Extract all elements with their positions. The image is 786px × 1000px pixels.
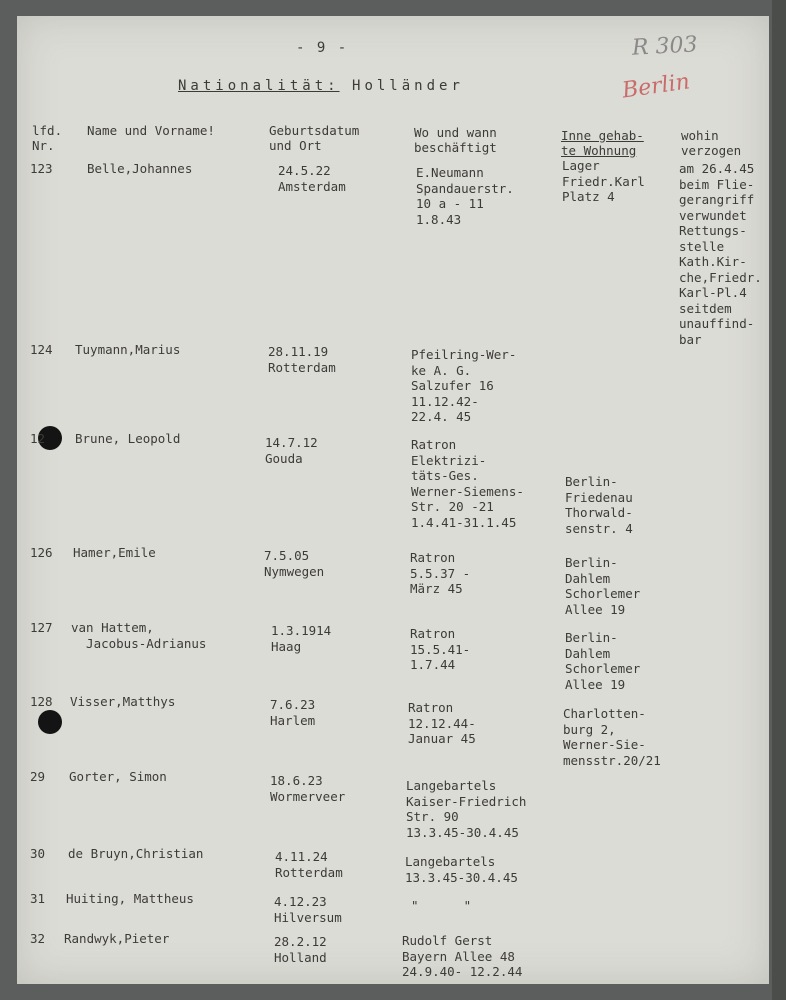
row-home: Charlotten- burg 2, Werner-Sie- mensstr.20/21: [563, 706, 661, 768]
row-nr: 30: [30, 846, 46, 861]
scan-edge: [772, 0, 786, 1000]
row-home: Lager Friedr.Karl Platz 4: [562, 158, 645, 204]
row-work: E.Neumann Spandauerstr. 10 a - 11 1.8.43: [416, 165, 514, 227]
row-name: Brune, Leopold: [75, 431, 181, 446]
row-name: Hamer,Emile: [73, 545, 156, 560]
page-number: - 9 -: [296, 40, 349, 56]
row-birth: 14.7.12 Gouda: [265, 435, 318, 466]
row-birth: 4.12.23 Hilversum: [274, 894, 342, 925]
row-nr: 123: [30, 161, 53, 176]
row-nr: 127: [30, 620, 53, 635]
row-work: Ratron 5.5.37 - März 45: [410, 550, 471, 596]
header-home: Inne gehab- te Wohnung: [561, 128, 644, 158]
row-birth: 18.6.23 Wormerveer: [270, 773, 346, 804]
row-work-ditto: " ": [411, 898, 472, 913]
row-birth: 7.6.23 Harlem: [270, 697, 316, 728]
row-work: Rudolf Gerst Bayern Allee 48 24.9.40- 12.2.44: [402, 933, 523, 979]
row-home: Berlin- Dahlem Schorlemer Allee 19: [565, 630, 641, 692]
row-work: Pfeilring-Wer- ke A. G. Salzufer 16 11.12.42- 22.4. 45: [411, 347, 517, 424]
row-work: Langebartels Kaiser-Friedrich Str. 90 13.3.45-30.4.45: [406, 778, 527, 840]
row-work: Ratron 12.12.44- Januar 45: [408, 700, 476, 746]
header-moved: wohin verzogen: [681, 128, 742, 158]
title-label: Nationalität:: [178, 78, 340, 94]
row-name: Belle,Johannes: [87, 161, 193, 176]
row-birth: 4.11.24 Rotterdam: [275, 849, 343, 880]
row-name: van Hattem, Jacobus-Adrianus: [71, 620, 207, 651]
row-nr: 12: [30, 431, 46, 446]
row-nr: 126: [30, 545, 53, 560]
row-birth: 1.3.1914 Haag: [271, 623, 332, 654]
row-nr: 31: [30, 891, 46, 906]
row-moved: am 26.4.45 beim Flie- gerangriff verwundet Rettungs- stelle Kath.Kir- che,Friedr. Karl-Pl.4 seitdem unauffind- bar: [679, 161, 762, 347]
row-birth: 24.5.22 Amsterdam: [278, 163, 346, 194]
row-nr: 124: [30, 342, 53, 357]
row-nr: 29: [30, 769, 46, 784]
row-home: Berlin- Friedenau Thorwald- senstr. 4: [565, 474, 633, 536]
handwritten-reference: R 303: [631, 32, 699, 61]
page-title: [178, 78, 464, 94]
row-name: Randwyk,Pieter: [64, 931, 170, 946]
row-work: Ratron 15.5.41- 1.7.44: [410, 626, 471, 672]
header-nr: lfd. Nr.: [32, 123, 63, 153]
title-value: Holländer: [352, 78, 464, 94]
row-name: Gorter, Simon: [69, 769, 167, 784]
header-name: Name und Vorname!: [87, 123, 215, 138]
row-name: Tuymann,Marius: [75, 342, 181, 357]
header-work: Wo und wann beschäftigt: [414, 125, 497, 155]
row-birth: 28.11.19 Rotterdam: [268, 344, 336, 375]
handwritten-red-note: Berlin: [620, 69, 692, 104]
header-birth: Geburtsdatum und Ort: [269, 123, 360, 153]
row-home: Berlin- Dahlem Schorlemer Allee 19: [565, 555, 641, 617]
row-nr: 128: [30, 694, 53, 709]
punch-hole: [38, 710, 62, 734]
row-name: Huiting, Mattheus: [66, 891, 194, 906]
row-work: Langebartels 13.3.45-30.4.45: [405, 854, 518, 885]
row-nr: 32: [30, 931, 46, 946]
row-birth: 7.5.05 Nymwegen: [264, 548, 325, 579]
row-name: de Bruyn,Christian: [68, 846, 204, 861]
row-work: Ratron Elektrizi- täts-Ges. Werner-Siemens- Str. 20 -21 1.4.41-31.1.45: [411, 437, 524, 530]
row-name: Visser,Matthys: [70, 694, 176, 709]
row-birth: 28.2.12 Holland: [274, 934, 327, 965]
